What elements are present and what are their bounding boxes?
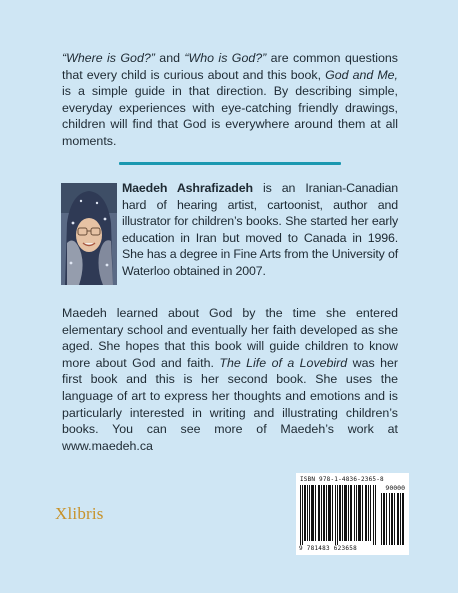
addon-barcode-bars <box>381 493 405 545</box>
author-bio <box>122 180 398 280</box>
author-bio-text: is an Iranian-Canadian hard of hearing artist, cartoonist, author and illustrator for children’s books. She started her early education in Iran but moved to Canada in 1996. She has a degree in Fine Arts from the University of Waterloo obtained in 2007. <box>122 181 398 278</box>
price-code: 90000 <box>385 484 405 492</box>
first-book-title: The Life of a Lovebird <box>219 355 348 370</box>
isbn-text: ISBN 978-1-4836-2365-8 <box>300 476 384 483</box>
intro-and: and <box>154 51 185 65</box>
publisher-logo: Xlibris <box>55 504 104 523</box>
intro-paragraph <box>62 50 398 150</box>
ean-digits: 9 781483 623658 <box>299 545 357 552</box>
question-where: “Where is God?” <box>62 51 155 65</box>
ean-barcode-bars <box>300 485 378 545</box>
story-text-1: Maedeh learned about God by the time she entered elementary school and eventually her faith developed as she aged. She hopes that this book will guide children to know more about God and faith. <box>62 306 398 370</box>
question-who: “Who is God?” <box>184 51 267 65</box>
intro-text-2: is a simple guide in that direction. By describing simple, everyday experiences with eye-catching friendly drawings, children will find that God is everywhere around them at all moments. <box>62 84 398 148</box>
author-photo <box>61 183 117 285</box>
author-story <box>62 305 398 454</box>
section-divider <box>119 162 341 165</box>
intro-text-1: are common questions that every child is curious about and this book, <box>62 51 398 82</box>
author-name: Maedeh Ashrafizadeh <box>122 181 253 195</box>
story-text-2: was her first book and this is her second book. She uses the language of art to express her thoughts and emotions and is particularly interested in writing and illustrating children’s books. You can see more of Maedeh’s work at www.maedeh.ca <box>62 355 399 453</box>
book-title: God and Me, <box>325 67 398 82</box>
barcode <box>296 473 409 555</box>
